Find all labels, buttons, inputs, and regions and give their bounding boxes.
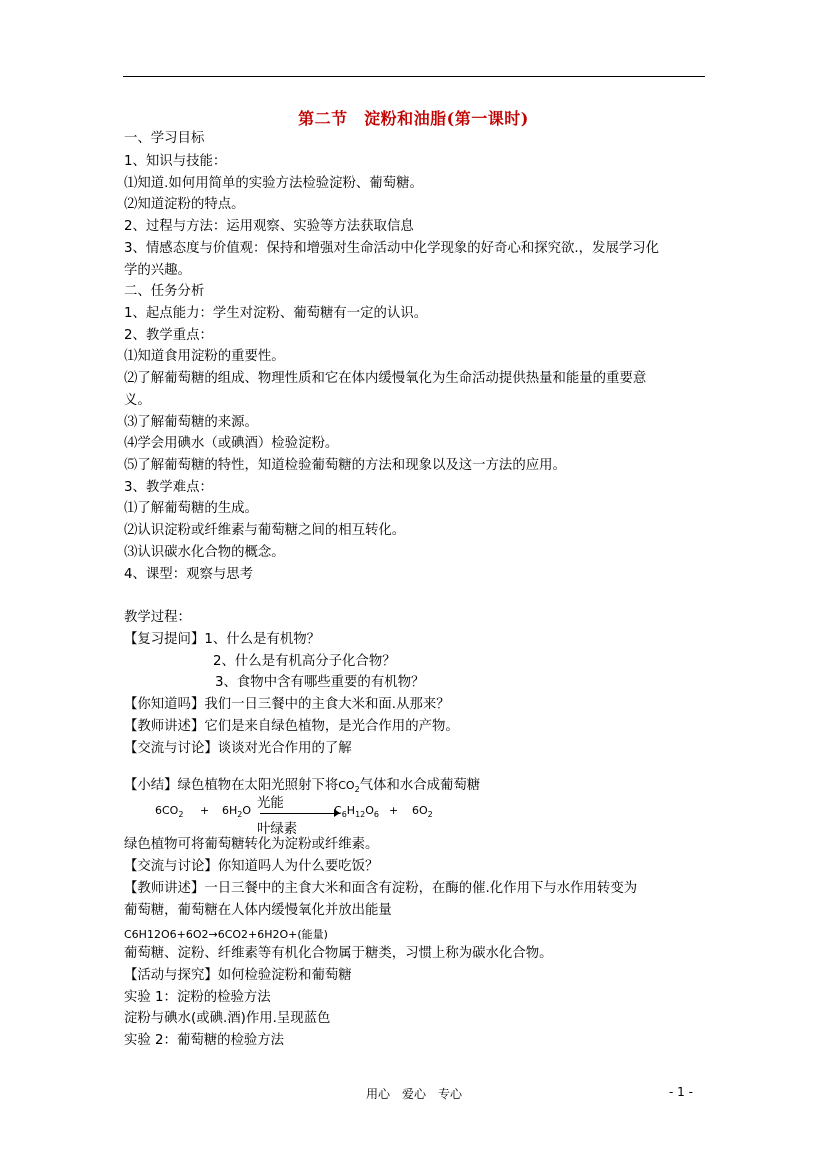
footer-motto: 用心 爱心 专心 bbox=[366, 1087, 463, 1101]
text-line: 葡萄糖、淀粉、纤维素等有机化合物属于糖类，习惯上称为碳水化合物。 bbox=[124, 946, 553, 961]
text-line: ⑶了解葡萄糖的来源。 bbox=[124, 415, 258, 430]
text-line: 【交流与讨论】谈谈对光合作用的了解 bbox=[124, 741, 352, 756]
glucose-h: H bbox=[346, 804, 356, 817]
text-line: 3、食物中含有哪些重要的有机物？ bbox=[215, 675, 425, 690]
text-line: 3、情感态度与价值观：保持和增强对生命活动中化学现象的好奇心和探究欲.，发展学习化 bbox=[124, 241, 660, 256]
text-line: ⑵认识淀粉或纤维素与葡萄糖之间的相互转化。 bbox=[124, 523, 406, 538]
text-line: 一、学习目标 bbox=[124, 131, 205, 146]
oxidation-equation: C6H12O6+6O2→6CO2+6H2O+(能量) bbox=[124, 928, 328, 941]
condition-light: 光能 bbox=[257, 796, 284, 811]
co2-formula: CO bbox=[338, 779, 355, 792]
text-line: 3、教学难点： bbox=[124, 480, 213, 495]
text-line: ⑸了解葡萄糖的特性，知道检验葡萄糖的方法和现象以及这一方法的应用。 bbox=[124, 458, 566, 473]
text-line: 学的兴趣。 bbox=[124, 263, 191, 278]
plus-sign: + bbox=[200, 804, 210, 817]
condition-chlorophyll: 叶绿素 bbox=[257, 822, 298, 837]
text-line: ⑴了解葡萄糖的生成。 bbox=[124, 501, 258, 516]
reactant-co2-main: 6CO bbox=[155, 804, 179, 817]
product-oxygen bbox=[412, 804, 433, 819]
text-line: 实验 1：淀粉的检验方法 bbox=[124, 990, 271, 1005]
text-line: 【复习提问】1、什么是有机物？ bbox=[124, 632, 320, 647]
text-line: 2、过程与方法：运用观察、实验等方法获取信息 bbox=[124, 219, 414, 234]
plus-sign: + bbox=[389, 804, 399, 817]
glucose-o: O bbox=[365, 804, 374, 817]
text-line: 1、知识与技能： bbox=[124, 154, 227, 169]
summary-pre: 【小结】绿色植物在太阳光照射下将 bbox=[124, 778, 339, 793]
text-line: 教学过程： bbox=[124, 610, 191, 625]
summary-line bbox=[124, 777, 480, 799]
reactant-water-o: O bbox=[242, 804, 252, 817]
header-rule bbox=[123, 76, 705, 77]
summary-post: 气体和水合成葡萄糖 bbox=[359, 778, 481, 793]
text-line: ⑴知道食用淀粉的重要性。 bbox=[124, 349, 285, 364]
text-line: 二、任务分析 bbox=[124, 284, 205, 299]
text-line: 绿色植物可将葡萄糖转化为淀粉或纤维素。 bbox=[124, 837, 379, 852]
text-line: 【教师讲述】它们是来自绿色植物，是光合作用的产物。 bbox=[124, 719, 459, 734]
text-line: 【教师讲述】一日三餐中的主食大米和面含有淀粉，在酶的催.化作用下与水作用转变为 bbox=[124, 881, 638, 896]
oxygen-main: 6O bbox=[412, 804, 428, 817]
page-number: - 1 - bbox=[669, 1085, 693, 1099]
text-line: ⑴知道.如何用简单的实验方法检验淀粉、葡萄糖。 bbox=[124, 176, 423, 191]
text-line: ⑶认识碳水化合物的概念。 bbox=[124, 545, 285, 560]
page-title: 第二节 淀粉和油脂(第一课时) bbox=[298, 109, 529, 128]
reaction-arrow bbox=[260, 813, 338, 814]
text-line: 4、课型：观察与思考 bbox=[124, 567, 254, 582]
text-line: 实验 2：葡萄糖的检验方法 bbox=[124, 1033, 285, 1048]
product-glucose bbox=[334, 804, 379, 819]
text-line: 【交流与讨论】你知道吗人为什么要吃饭？ bbox=[124, 859, 379, 874]
glucose-o-sub: 6 bbox=[373, 810, 380, 819]
text-line: 义。 bbox=[124, 393, 151, 408]
text-line: 【活动与探究】如何检验淀粉和葡萄糖 bbox=[124, 968, 352, 983]
text-line: 2、教学重点： bbox=[124, 328, 213, 343]
reactant-co2-sub: 2 bbox=[178, 810, 184, 819]
text-line: ⑵知道淀粉的特点。 bbox=[124, 197, 245, 212]
oxygen-sub: 2 bbox=[427, 810, 433, 819]
text-line: 2、什么是有机高分子化合物？ bbox=[213, 654, 396, 669]
glucose-c-sub: 6 bbox=[341, 810, 347, 819]
text-line: ⑵了解葡萄糖的组成、物理性质和它在体内缓慢氧化为生命活动提供热量和能量的重要意 bbox=[124, 371, 647, 386]
reactant-water-sub: 2 bbox=[237, 810, 243, 819]
text-line: ⑷学会用碘水（或碘酒）检验淀粉。 bbox=[124, 436, 339, 451]
co2-subscript: 2 bbox=[354, 785, 360, 794]
glucose-h-sub: 12 bbox=[355, 810, 366, 819]
text-line: 【你知道吗】我们一日三餐中的主食大米和面.从那来？ bbox=[124, 697, 450, 712]
text-line: 葡萄糖，葡萄糖在人体内缓慢氧化并放出能量 bbox=[124, 903, 392, 918]
text-line: 1、起点能力：学生对淀粉、葡萄糖有一定的认识。 bbox=[124, 306, 428, 321]
reactant-co2 bbox=[155, 804, 183, 819]
reactant-water-main: 6H bbox=[222, 804, 238, 817]
reactant-water bbox=[222, 804, 251, 819]
text-line: 淀粉与碘水(或碘.酒)作用.呈现蓝色 bbox=[124, 1011, 331, 1026]
glucose-c: C bbox=[334, 804, 342, 817]
